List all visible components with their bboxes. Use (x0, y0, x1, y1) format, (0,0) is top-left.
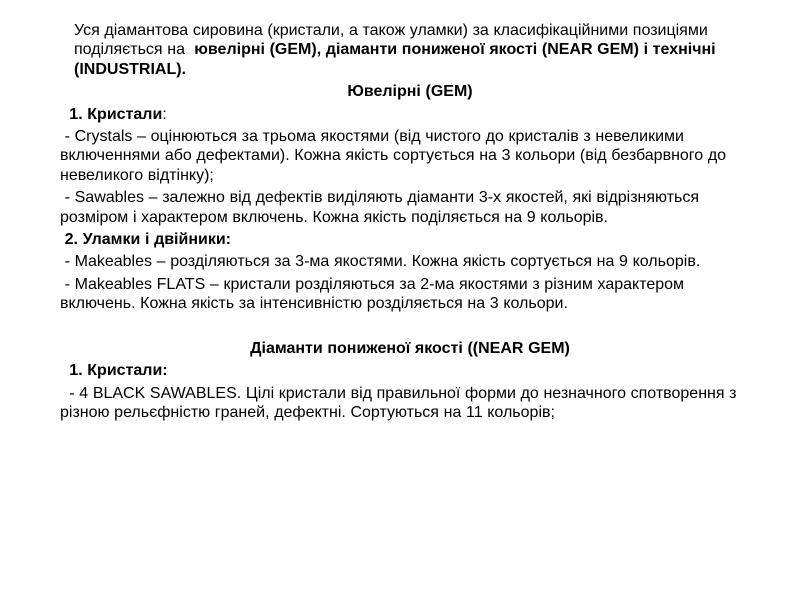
gem-makeables-item-run: - Makeables – розділяються за 3-ма якостями. Кожна якість сортується на 9 кольорів. (60, 253, 701, 271)
gem-fragments-heading (60, 230, 760, 249)
heading-gem-run: Ювелірні (GEM) (347, 83, 473, 101)
gem-crystals-item-run: - Crystals – оцінюються за трьома якостями (від чистого до кристалів з невеликими включеннями або дефектами). Кожна якість сортується на 3 кольори (від безбарвного до невеликого відтінку); (60, 128, 731, 184)
near-gem-black-sawables-item-run: - 4 BLACK SAWABLES. Цілі кристали від правильної форми до незначного спотворення з різною рельєфністю граней, дефектні. Сортуються на 11 кольорів; (60, 384, 742, 422)
near-gem-crystals-heading-run: 1. Кристали: (60, 362, 168, 380)
gem-makeables-flats-item-run: - Makeables FLATS – кристали розділяються за 2-ма якостями з різним характером включень. Кожна якість за інтенсивністю розділяється на 3 кольори. (60, 275, 689, 313)
near-gem-crystals-heading (60, 361, 760, 380)
heading-gem (60, 82, 760, 101)
gem-crystals-heading-run: 1. Кристали (60, 105, 163, 123)
gem-makeables-item (60, 252, 760, 271)
gem-sawables-item-run: - Sawables – залежно від дефектів виділяють діаманти 3-х якостей, які відрізняються розміром і характером включень. Кожна якість поділяється на 9 кольорів. (60, 189, 704, 226)
gem-makeables-flats-item (60, 275, 760, 314)
blank-line (60, 317, 760, 336)
intro-paragraph-run: ювелірні (GEM), діаманти пониженої якості (NEAR GEM) і технічні (INDUSTRIAL). (74, 41, 721, 78)
gem-sawables-item (60, 188, 760, 227)
intro-paragraph-run: Уся діамантова сировина (кристали, а також уламки) за класифікаційними позиціями поділяється на (74, 22, 713, 59)
near-gem-black-sawables-item (60, 384, 760, 423)
heading-near-gem-run: Діаманти пониженої якості ((NEAR GEM) (250, 340, 570, 358)
gem-crystals-item (60, 127, 760, 185)
gem-crystals-heading-run: : (162, 105, 167, 123)
gem-fragments-heading-run: 2. Уламки і двійники: (60, 231, 232, 249)
heading-near-gem (60, 339, 760, 358)
intro-paragraph (60, 21, 760, 79)
gem-crystals-heading (60, 105, 760, 124)
